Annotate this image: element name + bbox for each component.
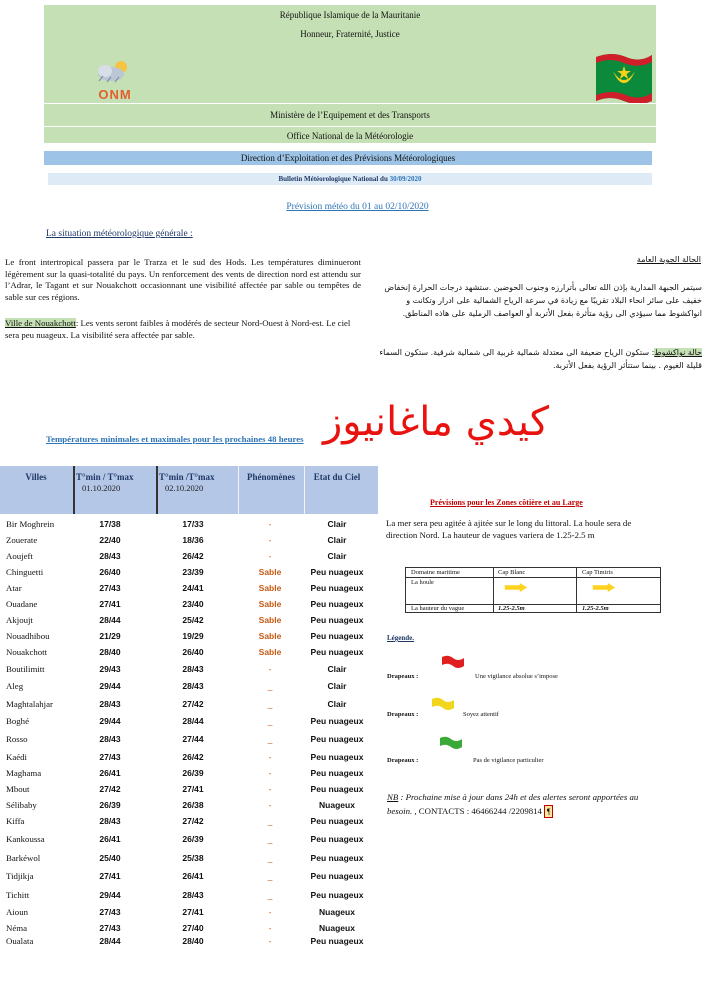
temperature-table-header xyxy=(0,466,378,514)
north-arrow-icon xyxy=(504,583,528,592)
situation-title-ar: الحالة الجوية العامة xyxy=(636,255,701,264)
etat-ciel-cell: Peu nuageux xyxy=(310,647,364,657)
temp-day1-cell: 27/43 xyxy=(99,752,121,762)
phenomene-cell: - xyxy=(268,907,272,917)
header-villes: Villes xyxy=(25,472,47,482)
cotier-title: Prévisions pour les Zones côtière et au Large xyxy=(430,498,583,507)
table-row xyxy=(0,599,378,615)
legend-text-green: Pas de vigilance particulier xyxy=(473,757,544,764)
table-row xyxy=(0,800,378,816)
etat-ciel-cell: Peu nuageux xyxy=(310,734,364,744)
ville-cell: Mbout xyxy=(6,784,30,794)
yellow-flag-icon xyxy=(430,697,456,713)
phenomene-cell: - xyxy=(268,752,272,762)
temp-day2-cell: 17/33 xyxy=(182,519,204,529)
ville-cell: Barkéwol xyxy=(6,853,41,863)
temp-day2-cell: 26/42 xyxy=(182,752,204,762)
phenomene-cell: - xyxy=(268,784,272,794)
phenomene-cell: - xyxy=(268,664,272,674)
etat-ciel-cell: Clair xyxy=(327,664,347,674)
table-row xyxy=(0,615,378,631)
temp-day1-cell: 28/44 xyxy=(99,936,121,946)
ville-cell: Kaédi xyxy=(6,752,28,762)
temp-day2-cell: 28/40 xyxy=(182,936,204,946)
nouakchott-paragraph-ar xyxy=(362,346,702,372)
phenomene-cell: _ xyxy=(267,834,273,844)
temp-day1-cell: 27/43 xyxy=(99,583,121,593)
etat-ciel-cell: Clair xyxy=(327,519,347,529)
header-tminmax-day2: T°min /T°max 02.10.2020 xyxy=(159,472,235,493)
nb-text: : Prochaine mise à jour dans 24h et des alertes seront apportées au besoin. xyxy=(387,792,639,816)
phenomene-cell: - xyxy=(268,551,272,561)
temp-day1-cell: 28/44 xyxy=(99,615,121,625)
etat-ciel-cell: Peu nuageux xyxy=(310,716,364,726)
header-date2: 02.10.2020 xyxy=(165,483,204,493)
temp-day2-cell: 28/43 xyxy=(182,681,204,691)
temp-day1-cell: 27/41 xyxy=(99,599,121,609)
temp-day1-cell: 29/44 xyxy=(99,716,121,726)
header-tminmax-day1: T°min / T°max 01.10.2020 xyxy=(76,472,156,493)
ville-cell: Sélibaby xyxy=(6,800,37,810)
phenomene-cell: _ xyxy=(267,734,273,744)
nouakchott-label-ar: حالة نواكشوط xyxy=(654,348,702,357)
temp-day2-cell: 27/40 xyxy=(182,923,204,933)
office-title: Office National de la Météorologie xyxy=(286,131,414,141)
temp-day1-cell: 28/43 xyxy=(99,699,121,709)
phenomene-cell: - xyxy=(268,923,272,933)
temp-day1-cell: 27/43 xyxy=(99,907,121,917)
temp-day1-cell: 26/39 xyxy=(99,800,121,810)
nouakchott-text-fr: : Les vents seront faibles à modérés de secteur Nord-Ouest à Nord-est. Le ciel sera peu nuageux. La visibilité sera affectée par sable. xyxy=(5,318,351,340)
temp-day2-cell: 26/41 xyxy=(182,871,204,881)
header-etat-ciel: Etat du Ciel xyxy=(313,472,361,482)
temp-day2-cell: 28/43 xyxy=(182,664,204,674)
etat-ciel-cell: Peu nuageux xyxy=(310,768,364,778)
etat-ciel-cell: Clair xyxy=(327,551,347,561)
temp-day1-cell: 27/42 xyxy=(99,784,121,794)
maritime-table xyxy=(405,567,661,613)
paragraph-mark: ¶ xyxy=(544,805,553,818)
etat-ciel-cell: Peu nuageux xyxy=(310,936,364,946)
temp-day2-cell: 26/42 xyxy=(182,551,204,561)
cloud-sun-icon xyxy=(95,59,133,83)
table-row xyxy=(0,551,378,567)
maritime-row-hauteur: La hauteur du vague xyxy=(411,605,465,612)
ville-cell: Atar xyxy=(6,583,22,593)
etat-ciel-cell: Nuageux xyxy=(319,800,355,810)
situation-text-fr: Le front intertropical passera par le Trarza et le sud des Hods. Les températures diminueront légèrement sur la quasi-totalité du pays. Un renforcement des vents de direction nord est attendu sur l’Adrar, le Tagant et sur Nouakchott occasionnant une visibilité affectée par sable ou tempêtes de sable sur ces régions. xyxy=(5,257,361,302)
cotier-text: La mer sera peu agitée à ajitée sur le long du littoral. La houle sera de direction Nord. La hauteur de vagues variera de 1.25-2.5 m xyxy=(386,518,632,540)
phenomene-cell: Sable xyxy=(258,615,282,625)
temp-day2-cell: 23/39 xyxy=(182,567,204,577)
legend-text-yellow: Soyez attentif xyxy=(463,711,499,718)
temp-day2-cell: 26/39 xyxy=(182,768,204,778)
etat-ciel-cell: Peu nuageux xyxy=(310,583,364,593)
temp-day1-cell: 29/44 xyxy=(99,681,121,691)
onm-logo-text: ONM xyxy=(98,87,132,102)
phenomene-cell: Sable xyxy=(258,647,282,657)
temp-day2-cell: 26/38 xyxy=(182,800,204,810)
phenomene-cell: _ xyxy=(267,816,273,826)
table-row xyxy=(0,834,378,850)
table-row xyxy=(0,699,378,715)
etat-ciel-cell: Peu nuageux xyxy=(310,816,364,826)
table-row xyxy=(0,716,378,732)
temp-day2-cell: 19/29 xyxy=(182,631,204,641)
table-row xyxy=(0,853,378,869)
header-banner xyxy=(44,5,656,143)
table-row xyxy=(0,734,378,750)
table-row xyxy=(0,519,378,535)
maritime-header-cap-blanc: Cap Blanc xyxy=(498,569,526,576)
temp-day1-cell: 27/41 xyxy=(99,871,121,881)
temp-day1-cell: 21/29 xyxy=(99,631,121,641)
temp-day2-cell: 28/43 xyxy=(182,890,204,900)
hauteur-cap-blanc: 1.25-2.5m xyxy=(498,605,525,612)
phenomene-cell: Sable xyxy=(258,567,282,577)
table-row xyxy=(0,768,378,784)
phenomene-cell: Sable xyxy=(258,599,282,609)
etat-ciel-cell: Peu nuageux xyxy=(310,871,364,881)
table-row xyxy=(0,664,378,680)
temp-day2-cell: 27/42 xyxy=(182,699,204,709)
etat-ciel-cell: Peu nuageux xyxy=(310,567,364,577)
phenomene-cell: - xyxy=(268,768,272,778)
table-row xyxy=(0,752,378,768)
etat-ciel-cell: Peu nuageux xyxy=(310,834,364,844)
temp-day1-cell: 26/41 xyxy=(99,768,121,778)
temp-day1-cell: 22/40 xyxy=(99,535,121,545)
ville-cell: Aoujeft xyxy=(6,551,33,561)
temp-day2-cell: 27/41 xyxy=(182,907,204,917)
ville-cell: Bir Moghrein xyxy=(6,519,55,529)
ville-cell: Maghtalahjar xyxy=(6,699,53,709)
temp-day2-cell: 25/42 xyxy=(182,615,204,625)
devise: Honneur, Fraternité, Justice xyxy=(300,29,400,39)
ville-cell: Nouakchott xyxy=(6,647,48,657)
temp-day1-cell: 29/44 xyxy=(99,890,121,900)
ville-cell: Kankoussa xyxy=(6,834,45,844)
phenomene-cell: - xyxy=(268,519,272,529)
ville-cell: Zouerate xyxy=(6,535,38,545)
table-row xyxy=(0,784,378,800)
temp-day1-cell: 26/40 xyxy=(99,567,121,577)
ville-cell: Rosso xyxy=(6,734,28,744)
etat-ciel-cell: Clair xyxy=(327,681,347,691)
phenomene-cell: _ xyxy=(267,716,273,726)
ville-cell: Akjoujt xyxy=(6,615,33,625)
table-row xyxy=(0,647,378,663)
temp-day1-cell: 28/43 xyxy=(99,551,121,561)
etat-ciel-cell: Peu nuageux xyxy=(310,615,364,625)
temp-day1-cell: 25/40 xyxy=(99,853,121,863)
phenomene-cell: _ xyxy=(267,699,273,709)
ville-cell: Chinguetti xyxy=(6,567,44,577)
ville-cell: Néma xyxy=(6,923,28,933)
bulletin-label: Bulletin Météorologique National du xyxy=(278,175,388,183)
phenomene-cell: Sable xyxy=(258,583,282,593)
temp-day2-cell: 25/38 xyxy=(182,853,204,863)
temp-day1-cell: 27/43 xyxy=(99,923,121,933)
table-row xyxy=(0,816,378,832)
temp-day2-cell: 26/39 xyxy=(182,834,204,844)
watermark: كيدي ماغانيوز xyxy=(322,399,550,445)
etat-ciel-cell: Peu nuageux xyxy=(310,752,364,762)
nouakchott-paragraph-fr xyxy=(5,318,361,341)
table-row xyxy=(0,907,378,923)
table-row xyxy=(0,583,378,599)
etat-ciel-cell: Nuageux xyxy=(319,923,355,933)
legend-label-yellow: Drapeaux : xyxy=(387,711,419,718)
table-row xyxy=(0,631,378,647)
legende-title: Légende. xyxy=(387,634,415,642)
temp-day1-cell: 28/43 xyxy=(99,816,121,826)
phenomene-cell: _ xyxy=(267,871,273,881)
legend-text-red: Une vigilance absolue s’impose xyxy=(475,673,558,680)
ville-cell: Boutilimitt xyxy=(6,664,45,674)
nb-note xyxy=(387,790,657,818)
temp-day1-cell: 17/38 xyxy=(99,519,121,529)
phenomene-cell: - xyxy=(268,800,272,810)
ville-cell: Nouadhibou xyxy=(6,631,50,641)
republique-title: République Islamique de la Mauritanie xyxy=(279,10,421,20)
north-arrow-icon xyxy=(592,583,616,592)
ville-cell: Maghama xyxy=(6,768,42,778)
table-row xyxy=(0,681,378,697)
phenomene-cell: _ xyxy=(267,853,273,863)
situation-title-fr[interactable]: La situation météorologique générale : xyxy=(46,229,193,239)
phenomene-cell: Sable xyxy=(258,631,282,641)
etat-ciel-cell: Clair xyxy=(327,535,347,545)
table-row xyxy=(0,871,378,887)
ville-cell: Oualata xyxy=(6,936,34,946)
maritime-header-cap-timiris: Cap Timiris xyxy=(582,569,613,576)
etat-ciel-cell: Peu nuageux xyxy=(310,631,364,641)
table-row xyxy=(0,567,378,583)
nouakchott-text-ar: : ستكون الرياح ضعيفة الى معتدلة شمالية غربية الى شمالية شرقية. ستكون السماء قليلة الغيوم . بينما ستتأثر الرؤية بفعل الأتربة. xyxy=(379,348,702,370)
temp-day2-cell: 26/40 xyxy=(182,647,204,657)
green-flag-icon xyxy=(438,736,464,752)
hauteur-cap-timiris: 1.25-2.5m xyxy=(582,605,609,612)
phenomene-cell: - xyxy=(268,535,272,545)
ministere-title: Ministère de l’Equipement et des Transports xyxy=(270,110,430,120)
etat-ciel-cell: Peu nuageux xyxy=(310,853,364,863)
mauritania-flag-icon xyxy=(594,49,654,107)
nb-label: NB xyxy=(387,792,399,802)
etat-ciel-cell: Peu nuageux xyxy=(310,784,364,794)
temp-day2-cell: 27/42 xyxy=(182,816,204,826)
prevision-period[interactable]: Prévision météo du 01 au 02/10/2020 xyxy=(286,202,429,212)
table-row xyxy=(0,890,378,906)
temp-day2-cell: 23/40 xyxy=(182,599,204,609)
temp-day1-cell: 28/40 xyxy=(99,647,121,657)
nb-contacts: , CONTACTS : 46466244 /2209814 xyxy=(412,806,542,816)
phenomene-cell: - xyxy=(268,936,272,946)
ville-cell: Boghé xyxy=(6,716,29,726)
etat-ciel-cell: Nuageux xyxy=(319,907,355,917)
etat-ciel-cell: Clair xyxy=(327,699,347,709)
red-flag-icon xyxy=(440,655,466,671)
bulletin-band xyxy=(48,173,652,185)
ville-cell: Tichitt xyxy=(6,890,30,900)
header-date1: 01.10.2020 xyxy=(82,483,121,493)
ville-cell: Tidjikja xyxy=(6,871,34,881)
ville-cell: Kiffa xyxy=(6,816,25,826)
ville-cell: Ouadane xyxy=(6,599,38,609)
table-row xyxy=(0,535,378,551)
situation-text-ar: سيتمر الجبهة المدارية بإذن الله تعالى بأترارزه وجنوب الحوضين .ستشهد درجات الحرارة إنخفاض خفيف على سائر انحاء البلاد تقريبًا مع زيادة في سرعة الرياح الشمالية على ادرار وتكانت و انواكشوط مما سيؤدي الى رؤية متأثرة بفعل الأتربة أو العواصف الرملية على هاذه المناطق. xyxy=(384,283,702,318)
nouakchott-label-fr: Ville de Nouakchott xyxy=(5,318,76,328)
legend-label-green: Drapeaux : xyxy=(387,757,419,764)
temp-day1-cell: 28/43 xyxy=(99,734,121,744)
temp-day2-cell: 28/44 xyxy=(182,716,204,726)
ville-cell: Aioun xyxy=(6,907,28,917)
table-row xyxy=(0,936,378,952)
direction-band: Direction d’Exploitation et des Prévisions Météorologiques xyxy=(44,151,652,165)
phenomene-cell: _ xyxy=(267,681,273,691)
temp-day2-cell: 24/41 xyxy=(182,583,204,593)
temp-day2-cell: 27/41 xyxy=(182,784,204,794)
ville-cell: Aleg xyxy=(6,681,24,691)
maritime-header-domaine: Domaine maritime xyxy=(411,569,460,576)
legend-label-red: Drapeaux : xyxy=(387,673,419,680)
onm-logo xyxy=(92,57,138,107)
temperatures-title: Températures minimales et maximales pour les prochaines 48 heures xyxy=(46,434,304,444)
temp-day2-cell: 27/44 xyxy=(182,734,204,744)
temp-day1-cell: 26/41 xyxy=(99,834,121,844)
temp-day1-cell: 29/43 xyxy=(99,664,121,674)
bulletin-date: 30/09/2020 xyxy=(389,175,422,183)
phenomene-cell: _ xyxy=(267,890,273,900)
temp-day2-cell: 18/36 xyxy=(182,535,204,545)
header-phenomenes: Phénomènes xyxy=(247,472,295,482)
maritime-row-houle: La houle xyxy=(411,579,434,586)
etat-ciel-cell: Peu nuageux xyxy=(310,599,364,609)
etat-ciel-cell: Peu nuageux xyxy=(310,890,364,900)
